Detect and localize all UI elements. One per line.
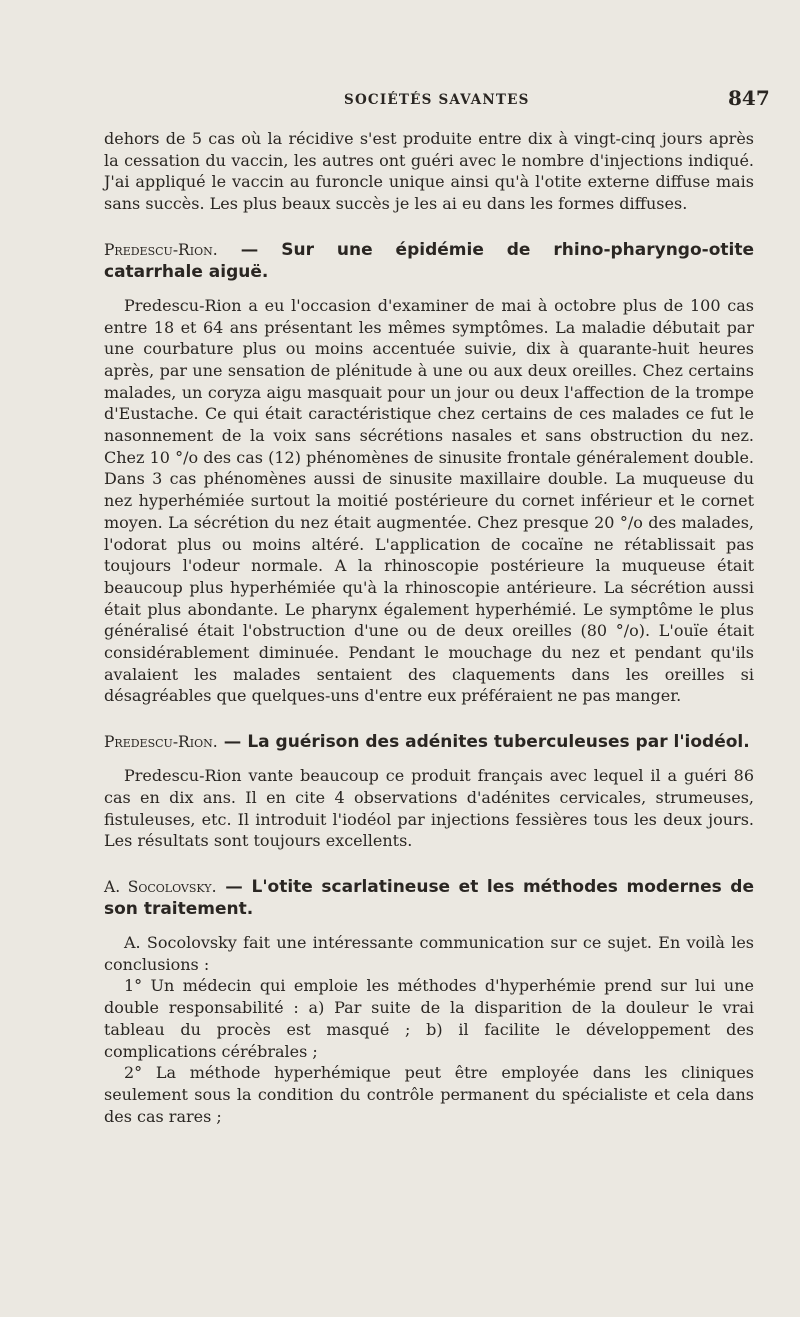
section-heading [104,731,754,753]
page-header [0,86,800,116]
intro-paragraph: dehors de 5 cas où la récidive s'est produite entre dix à vingt-cinq jours après la cessation du vaccin, les autres ont guéri avec le nombre d'injections indiqué. J'ai appliqué le vaccin au furoncle unique ainsi qu'à l'otite externe diffuse mais sans succès. Les plus beaux succès je les ai eu dans les formes diffuses. [104,129,754,214]
section-paragraph: A. Socolovsky fait une intéressante communication sur ce sujet. En voilà les conclusions : [104,932,754,974]
heading-dash: — [216,876,252,897]
section-paragraph: Predescu-Rion a eu l'occasion d'examiner de mai à octobre plus de 100 cas entre 18 et 64 ans présentant les mêmes symptômes. La maladie débutait par une courbature plus ou moins accentuée suivie, dix à quarante-huit heures après, par une sensation de plénitude à une ou aux deux oreilles. Chez certains malades, un coryza aigu masquait pour un jour ou deux l'affection de la trompe d'Eustache. Ce qui était caractéristique chez certains de ces malades ce fut le nasonnement de la voix sans sécrétions nasales et sans obstruction du nez. Chez 10 °/o des cas (12) phénomènes de sinusite frontale généralement double. Dans 3 cas phénomènes aussi de sinusite maxillaire double. La muqueuse du nez hyperhémiée surtout la moitié postérieure du cornet inférieur et le cornet moyen. La sécrétion du nez était augmentée. Chez presque 20 °/o des malades, l'odorat plus ou moins altéré. L'application de cocaïne ne rétablissait pas toujours l'odeur normale. A la rhinoscopie postérieure la muqueuse était beaucoup plus hyperhémiée qu'à la rhinoscopie antérieure. La sécrétion aussi était plus abondante. Le pharynx également hyperhémié. Le symptôme le plus généralisé était l'obstruction d'une ou de deux oreilles (80 °/o). L'ouïe était considérablement diminuée. Pendant le mouchage du nez et pendant qu'ils avalaient les malades sentaient des claquements dans les oreilles si désagréables que quelques-uns d'entre eux préféraient ne pas manger. [104,295,754,706]
section-paragraph: Predescu-Rion vante beaucoup ce produit français avec lequel il a guéri 86 cas en dix ans. Il en cite 4 observations d'adénites cervicales, strumeuses, fistuleuses, etc. Il introduit l'iodéol par injections fessières tous les deux jours. Les résultats sont toujours excellents. [104,766,754,851]
section-author: A. Socolovsky. [104,877,217,896]
section-title: Sur une épidémie de rhino-pharyngo-otite catarrhale aiguë. [104,239,755,282]
section-title: L'otite scarlatineuse et les méthodes modernes de son traitement. [104,876,754,919]
section-paragraph: 2° La méthode hyperhémique peut être employée dans les cliniques seulement sous la condition du contrôle permanent du spécialiste et cela dans des cas rares ; [104,1063,754,1126]
heading-dash: — [217,732,248,753]
section-title: La guérison des adénites tuberculeuses par l'iodéol. [247,732,750,753]
page-number: 847 [728,86,770,110]
section-heading [104,239,754,283]
section-author: Predescu-Rion. [104,240,218,259]
section-author: Predescu-Rion. [104,733,218,752]
heading-dash: — [217,239,282,260]
running-head: SOCIÉTÉS SAVANTES [344,92,530,108]
section-paragraph: 1° Un médecin qui emploie les méthodes d'hyperhémie prend sur lui une double responsabilité : a) Par suite de la disparition de la douleur le vrai tableau du procès est masqué ; b) il facilite le développement des complications cérébrales ; [104,976,754,1061]
section-heading [104,876,754,920]
page-body [104,128,754,1127]
